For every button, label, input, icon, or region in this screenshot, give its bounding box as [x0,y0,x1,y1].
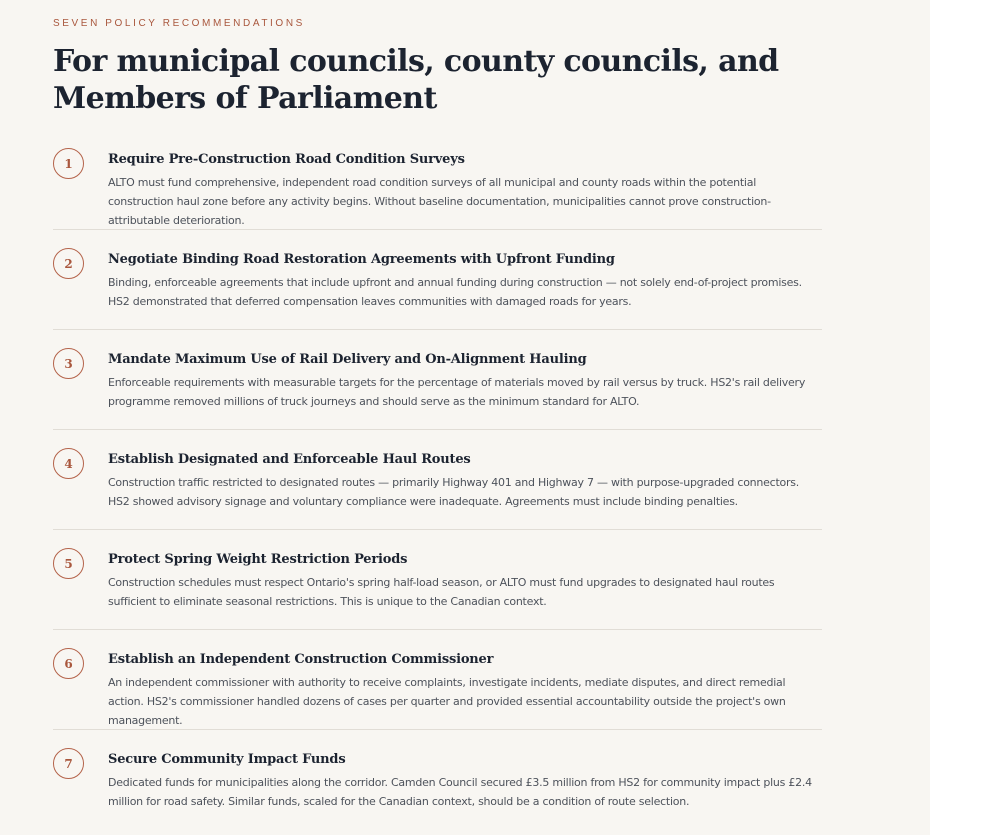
recommendation-description: Binding, enforceable agreements that include upfront and annual funding during construction — not solely end-of-project promises. HS2 demonstrated that deferred compensation leaves communities with damaged roads for years. [108,276,802,308]
recommendation-description: Construction schedules must respect Ontario's spring half-load season, or ALTO must fund upgrades to designated haul routes sufficient to eliminate seasonal restrictions. This is unique to the Canadian context. [108,576,775,608]
number-badge: 1 [53,148,84,179]
recommendation-description: ALTO must fund comprehensive, independent road condition surveys of all municipal and county roads within the potential construction haul zone before any activity begins. Without baseline documentation, municipalities cannot prove construction-attributable deterioration. [108,176,771,227]
section-eyebrow: SEVEN POLICY RECOMMENDATIONS [53,18,305,29]
recommendations-list [53,130,822,830]
recommendation-title: Negotiate Binding Road Restoration Agreements with Upfront Funding [108,252,615,267]
number-badge: 5 [53,548,84,579]
number-badge: 2 [53,248,84,279]
number-badge: 6 [53,648,84,679]
recommendation-title: Establish Designated and Enforceable Haul Routes [108,452,471,467]
recommendation-title: Mandate Maximum Use of Rail Delivery and On-Alignment Hauling [108,352,587,367]
recommendation-description: Construction traffic restricted to designated routes — primarily Highway 401 and Highway 7 — with purpose-upgraded connectors. HS2 showed advisory signage and voluntary compliance were inadequate. Agreements must include binding penalties. [108,476,799,508]
recommendation-item [53,430,822,530]
recommendation-title: Establish an Independent Construction Commissioner [108,652,494,667]
number-badge: 4 [53,448,84,479]
recommendation-item [53,730,822,830]
recommendation-title: Secure Community Impact Funds [108,752,346,767]
recommendation-item [53,230,822,330]
recommendation-item [53,530,822,630]
recommendation-description: Dedicated funds for municipalities along the corridor. Camden Council secured £3.5 million from HS2 for community impact plus £2.4 million for road safety. Similar funds, scaled for the Canadian context, should be a condition of route selection. [108,776,812,808]
number-badge: 7 [53,748,84,779]
recommendation-title: Require Pre-Construction Road Condition Surveys [108,152,465,167]
recommendation-title: Protect Spring Weight Restriction Periods [108,552,408,567]
recommendation-description: An independent commissioner with authority to receive complaints, investigate incidents, mediate disputes, and direct remedial action. HS2's commissioner handled dozens of cases per quarter and provided essential accountability outside the project's own management. [108,676,786,727]
recommendation-description: Enforceable requirements with measurable targets for the percentage of materials moved by rail versus by truck. HS2's rail delivery programme removed millions of truck journeys and should serve as the minimum standard for ALTO. [108,376,806,408]
recommendation-item [53,130,822,230]
number-badge: 3 [53,348,84,379]
recommendation-item [53,330,822,430]
page-heading: For municipal councils, county councils, and Members of Parliament [53,44,779,116]
recommendation-item [53,630,822,730]
